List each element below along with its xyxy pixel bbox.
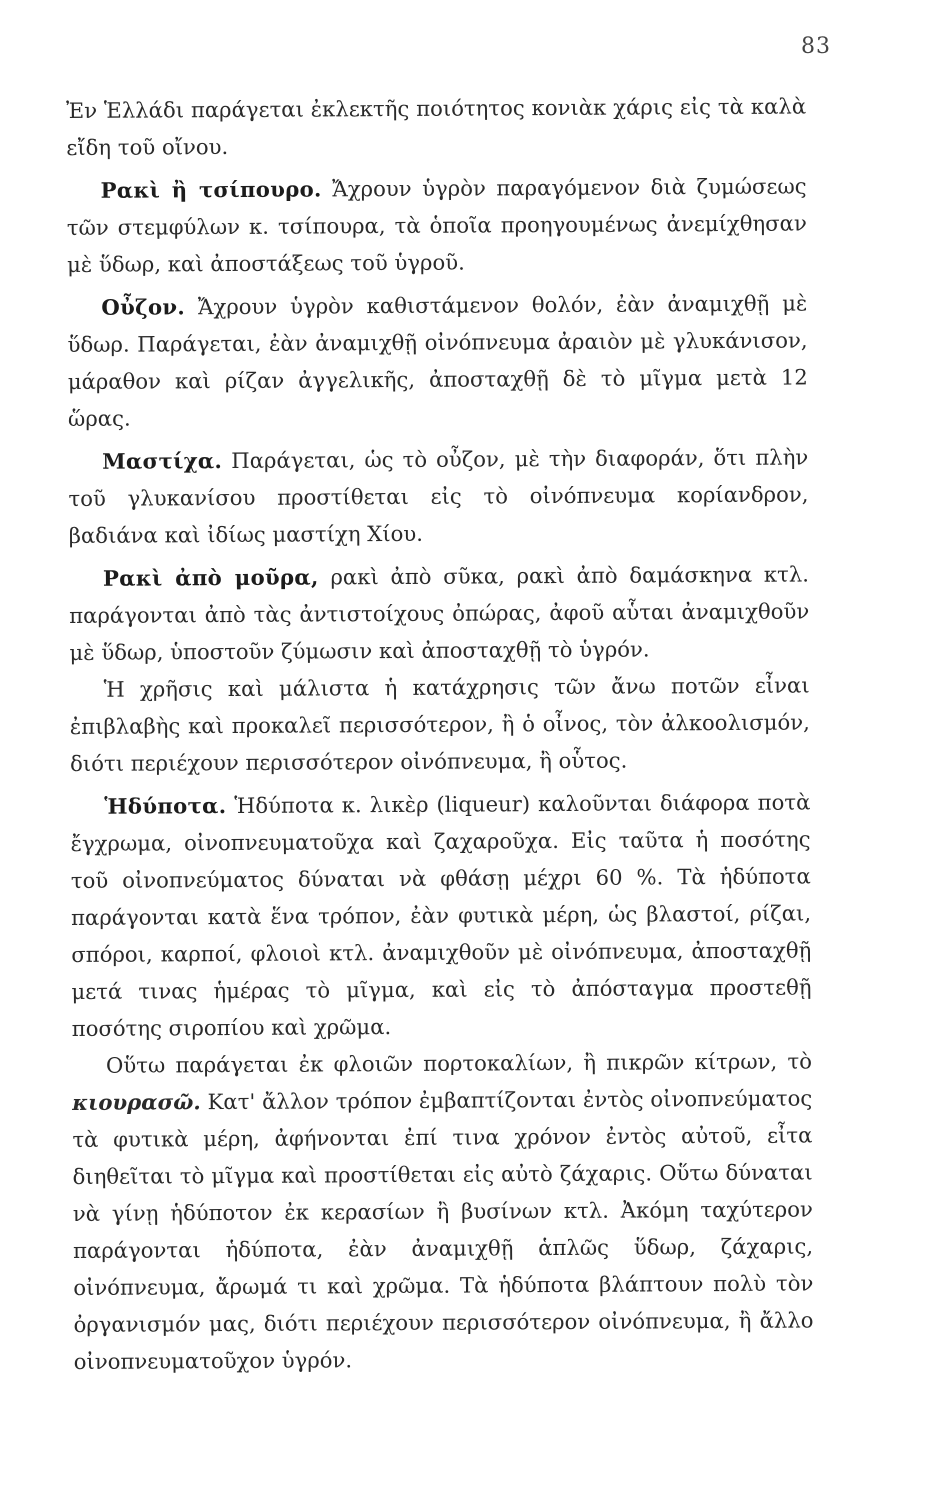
- paragraph-raki-fruits: [69, 555, 810, 671]
- paragraph-text: Κατ' ἄλλον τρόπον ἐμβαπτίζονται ἐντὸς οἰνοπνεύματος τὰ φυτικὰ μέρη, ἀφήνονται ἐπί τινα χρόνον ἐντὸς αὐτοῦ, εἶτα διηθεῖται τὸ μῖγμα καὶ προστίθεται εἰς αὐτὸ ζάχαρις. Οὕτω δύναται νὰ γίνῃ ἡδύποτον ἐκ κερασίων ἢ βυσίνων κτλ. Ἀκόμη ταχύτερον παράγονται ἡδύποτα, ἐὰν ἀναμιχθῇ ἁπλῶς ὕδωρ, ζάχαρις, οἰνόπνευμα, ἄρωμά τι καὶ χρῶμα. Τὰ ἡδύποτα βλάπτουν πολὺ τὸν ὀργανισμόν μας, διότι περιέχουν περισσότερον οἰνόπνευμα, ἢ ἄλλο οἰνοπνευματοῦχον ὑγρόν.: [72, 1085, 814, 1374]
- term-heading: Μαστίχα.: [102, 448, 223, 474]
- text-body: [66, 87, 814, 1379]
- paragraph-text: Ἡδύποτα κ. λικὲρ (liqueur) καλοῦνται διάφορα ποτὰ ἔγχρωμα, οἰνοπνευματοῦχα καὶ ζαχαροῦχα. Εἰς ταῦτα ἡ ποσότης τοῦ οἰνοπνεύματος δύναται νὰ φθάσῃ μέχρι 60 %. Τὰ ἡδύποτα παράγονται κατὰ ἕνα τρόπον, ἐὰν φυτικὰ μέρη, ὡς βλαστοί, ρίζαι, σπόροι, καρποί, φλοιοὶ κτλ. ἀναμιχθοῦν μὲ οἰνόπνευμα, ἀποσταχθῇ μετά τινας ἡμέρας τὸ μῖγμα, καὶ εἰς τὸ ἀπόσταγμα προστεθῇ ποσότης σιροπίου καὶ χρῶμα.: [70, 789, 812, 1041]
- paragraph-text: ρακὶ ἀπὸ σῦκα, ρακὶ ἀπὸ δαμάσκηνα κτλ. παράγονται ἀπὸ τὰς ἀντιστοίχους ὀπώρας, ἀφοῦ αὗται ἀναμιχθοῦν μὲ ὕδωρ, ὑποστοῦν ζύμωσιν καὶ ἀποσταχθῇ τὸ ὑγρόν.: [69, 561, 810, 665]
- term-heading: Ρακὶ ἢ τσίπουρο.: [100, 176, 322, 203]
- paragraph-mastiha: [68, 438, 809, 554]
- paragraph-liqueurs: [70, 783, 812, 1047]
- term-heading: Ἡδύποτα.: [104, 793, 227, 819]
- paragraph-curacao: [72, 1042, 814, 1380]
- term-heading: Οὖζον.: [101, 294, 186, 320]
- paragraph-text: Ἄχρουν ὑγρὸν καθιστάμενον θολόν, ἐὰν ἀναμιχθῇ μὲ ὕδωρ. Παράγεται, ἐὰν ἀναμιχθῇ οἰνόπνευμα ἀραιὸν μὲ γλυκάνισον, μάραθον καὶ ρίζαν ἀγγελικῆς, ἀποσταχθῇ δὲ τὸ μῖγμα μετὰ 12 ὥρας.: [67, 290, 808, 431]
- paragraph-text: Ἐν Ἑλλάδι παράγεται ἐκλεκτῆς ποιότητος κονιὰκ χάρις εἰς τὰ καλὰ εἴδη τοῦ οἴνου.: [66, 93, 807, 160]
- paragraph-text: Ἄχρουν ὑγρὸν παραγόμενον διὰ ζυμώσεως τῶν στεμφύλων κ. τσίπουρα, τὰ ὁποῖα προηγουμένως ἀνεμίχθησαν μὲ ὕδωρ, καὶ ἀποστάξεως τοῦ ὑγροῦ.: [66, 173, 807, 277]
- paragraph-cognac: [66, 87, 806, 166]
- paragraph-text: Ἡ χρῆσις καὶ μάλιστα ἡ κατάχρησις τῶν ἄνω ποτῶν εἶναι ἐπιβλαβὴς καὶ προκαλεῖ περισσότερον, ἢ ὁ οἶνος, τὸν ἀλκοολισμόν, διότι περιέχουν περισσότερον οἰνόπνευμα, ἢ οὗτος.: [69, 672, 810, 776]
- page-number: 83: [801, 34, 831, 59]
- paragraph-text: Οὕτω παράγεται ἐκ φλοιῶν πορτοκαλίων, ἢ πικρῶν κίτρων, τὸ: [105, 1048, 813, 1078]
- paragraph-text: Παράγεται, ὡς τὸ οὖζον, μὲ τὴν διαφοράν, ὅτι πλὴν τοῦ γλυκανίσου προστίθεται εἰς τὸ οἰνόπνευμα κορίανδρον, βαδιάνα καὶ ἰδίως μαστίχη Χίου.: [68, 444, 809, 548]
- paragraph-raki-tsipouro: [66, 167, 807, 283]
- paragraph-ouzo: [67, 284, 808, 437]
- paragraph-alcoholism: [70, 666, 811, 782]
- term-heading: Ρακὶ ἀπὸ μοῦρα,: [102, 564, 319, 591]
- emphasized-term: κιουρασῶ.: [72, 1089, 201, 1115]
